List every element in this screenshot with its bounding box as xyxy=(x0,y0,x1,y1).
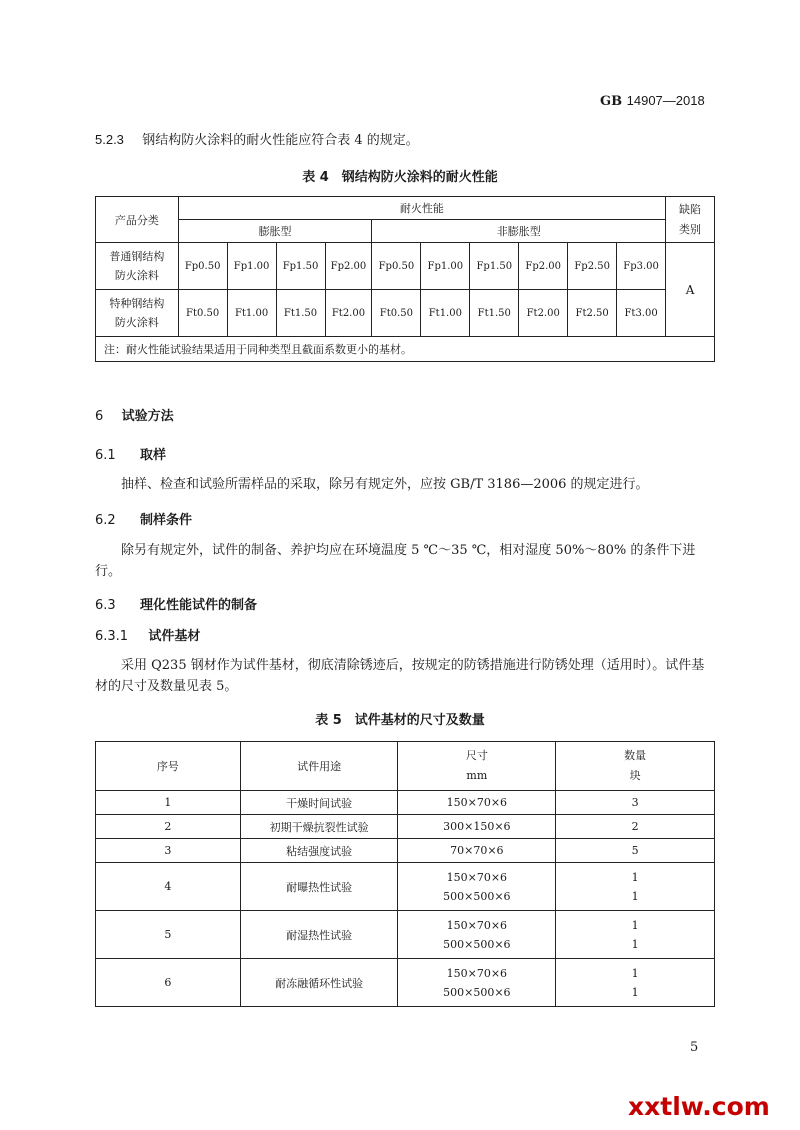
table-cell: Ft1.00 xyxy=(227,290,276,337)
table-cell: Fp2.50 xyxy=(568,243,617,290)
table-row xyxy=(96,815,715,839)
section-6-1-text: 抽样、检查和试验所需样品的采取，除另有规定外，应按 GB/T 3186—2006 的规定进行。 xyxy=(121,477,649,492)
size-value: 150×70×6 xyxy=(446,870,508,884)
size-value: 500×500×6 xyxy=(443,985,511,999)
standard-code xyxy=(600,93,705,109)
table-cell: Ft1.50 xyxy=(470,290,519,337)
row-size xyxy=(398,911,556,959)
row-no: 6 xyxy=(96,959,241,1007)
table-row xyxy=(96,791,715,815)
table4-caption: 表 4 钢结构防火涂料的耐火性能 xyxy=(302,170,498,185)
qty-value: 1 xyxy=(631,985,639,999)
table-cell: Fp1.50 xyxy=(276,243,325,290)
row-use: 粘结强度试验 xyxy=(240,839,398,863)
table-cell: Ft1.50 xyxy=(276,290,325,337)
table-cell: Fp2.00 xyxy=(519,243,568,290)
row-size xyxy=(398,959,556,1007)
size-unit: mm xyxy=(466,769,488,782)
section-6-3-heading xyxy=(95,594,257,613)
section-title: 制样条件 xyxy=(139,513,192,528)
sub-intumescent: 膨胀型 xyxy=(178,220,372,243)
table-row xyxy=(96,959,715,1007)
table-cell: Ft2.00 xyxy=(325,290,372,337)
row-use: 耐冻融循环性试验 xyxy=(240,959,398,1007)
section-title: 取样 xyxy=(139,448,166,463)
section-number: 6.3 xyxy=(95,598,116,613)
row-use: 初期干燥抗裂性试验 xyxy=(240,815,398,839)
table-cell: Ft0.50 xyxy=(178,290,227,337)
row-no: 1 xyxy=(96,791,241,815)
qty-value: 1 xyxy=(631,918,639,932)
table-cell: Fp1.00 xyxy=(421,243,470,290)
table-cell: Ft2.50 xyxy=(568,290,617,337)
table-row xyxy=(96,911,715,959)
row-qty: 3 xyxy=(556,791,715,815)
section-number: 5.2.3 xyxy=(95,132,124,147)
qty-label: 数量 xyxy=(624,749,647,762)
row-qty xyxy=(556,863,715,911)
section-title: 试件基材 xyxy=(148,629,201,644)
section-number: 6 xyxy=(95,409,104,424)
table-cell: Ft3.00 xyxy=(617,290,666,337)
col-fire-performance: 耐火性能 xyxy=(178,197,665,220)
row-qty xyxy=(556,959,715,1007)
section-6-1-heading xyxy=(95,444,166,463)
qty-unit: 块 xyxy=(629,769,641,782)
defect-class-value: A xyxy=(666,243,715,337)
table-note: 注：耐火性能试验结果适用于同种类型且截面系数更小的基材。 xyxy=(96,337,715,362)
qty-value: 1 xyxy=(631,870,639,884)
sub-non-intumescent: 非膨胀型 xyxy=(372,220,666,243)
section-6-3-1-text: 采用 Q235 钢材作为试件基材，彻底清除锈迹后，按规定的防锈措施进行防锈处理（适用时）。试件基材的尺寸及数量见表 5。 xyxy=(95,658,705,694)
qty-value: 1 xyxy=(631,889,639,903)
table5-caption: 表 5 试件基材的尺寸及数量 xyxy=(315,713,485,728)
section-title: 理化性能试件的制备 xyxy=(139,598,257,613)
row-no: 5 xyxy=(96,911,241,959)
size-value: 500×500×6 xyxy=(443,889,511,903)
watermark-logo: xxtlw.com xyxy=(628,1092,770,1121)
page-number: 5 xyxy=(690,1040,699,1055)
row-qty: 2 xyxy=(556,815,715,839)
table-cell: Fp2.00 xyxy=(325,243,372,290)
section-title: 试验方法 xyxy=(121,409,174,424)
row-use: 干燥时间试验 xyxy=(240,791,398,815)
section-6-heading xyxy=(95,405,174,424)
size-label: 尺寸 xyxy=(465,749,488,762)
standard-number: 14907—2018 xyxy=(626,93,705,108)
table-cell: Fp1.00 xyxy=(227,243,276,290)
table-row xyxy=(96,863,715,911)
section-6-2-text: 除另有规定外，试件的制备、养护均应在环境温度 5 ℃～35 ℃，相对湿度 50%～80% 的条件下进行。 xyxy=(95,543,696,579)
section-6-2-heading xyxy=(95,509,192,528)
section-text: 钢结构防火涂料的耐火性能应符合表 4 的规定。 xyxy=(142,133,419,148)
row-label: 特种钢结构 防火涂料 xyxy=(96,290,179,337)
col-category: 产品分类 xyxy=(96,197,179,243)
fire-resistance-table xyxy=(95,196,715,362)
col-no: 序号 xyxy=(96,742,241,791)
size-value: 500×500×6 xyxy=(443,937,511,951)
row-qty xyxy=(556,911,715,959)
row-no: 2 xyxy=(96,815,241,839)
qty-value: 1 xyxy=(631,937,639,951)
size-value: 150×70×6 xyxy=(446,966,508,980)
specimen-substrate-table xyxy=(95,741,715,1007)
table-row xyxy=(96,290,715,337)
row-use: 耐曝热性试验 xyxy=(240,863,398,911)
col-size xyxy=(398,742,556,791)
section-number: 6.1 xyxy=(95,448,116,463)
section-number: 6.3.1 xyxy=(95,629,129,644)
row-size: 300×150×6 xyxy=(398,815,556,839)
col-qty xyxy=(556,742,715,791)
row-no: 4 xyxy=(96,863,241,911)
row-no: 3 xyxy=(96,839,241,863)
section-number: 6.2 xyxy=(95,513,116,528)
col-defect-class: 缺陷 类别 xyxy=(666,197,715,243)
row-size xyxy=(398,863,556,911)
row-size: 70×70×6 xyxy=(398,839,556,863)
section-5-2-3 xyxy=(95,130,419,151)
section-6-3-1-heading xyxy=(95,625,200,644)
table-cell: Fp0.50 xyxy=(178,243,227,290)
row-size: 150×70×6 xyxy=(398,791,556,815)
row-qty: 5 xyxy=(556,839,715,863)
table-cell: Ft2.00 xyxy=(519,290,568,337)
standard-prefix: GB xyxy=(600,94,623,109)
table-cell: Fp1.50 xyxy=(470,243,519,290)
col-use: 试件用途 xyxy=(240,742,398,791)
qty-value: 1 xyxy=(631,966,639,980)
size-value: 150×70×6 xyxy=(446,918,508,932)
table-row xyxy=(96,839,715,863)
table-row xyxy=(96,243,715,290)
table-cell: Ft1.00 xyxy=(421,290,470,337)
table-cell: Fp0.50 xyxy=(372,243,421,290)
row-label: 普通钢结构 防火涂料 xyxy=(96,243,179,290)
table-cell: Ft0.50 xyxy=(372,290,421,337)
row-use: 耐湿热性试验 xyxy=(240,911,398,959)
table-cell: Fp3.00 xyxy=(617,243,666,290)
